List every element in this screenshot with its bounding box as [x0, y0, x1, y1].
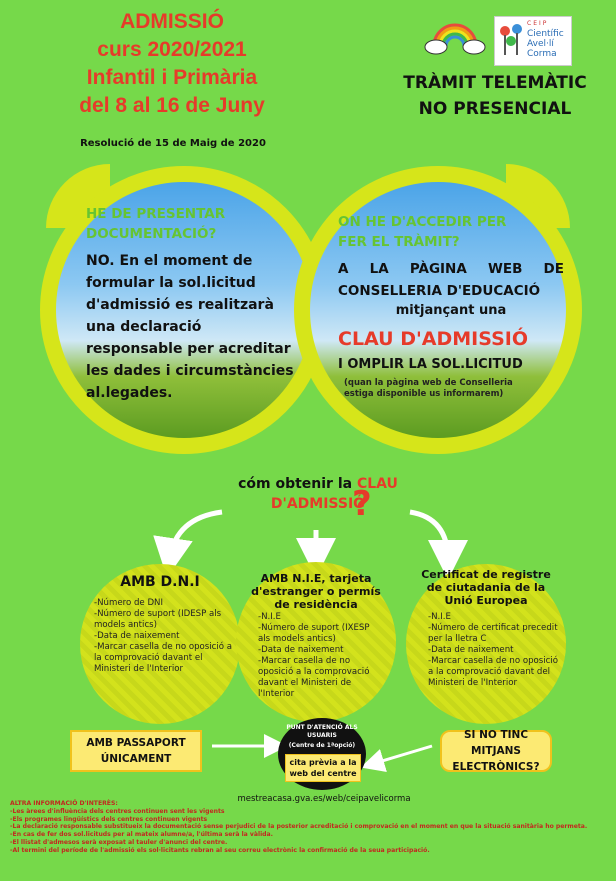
obtain-prefix: cóm obtenir la	[238, 476, 353, 492]
passport-box: AMB PASSAPORT ÚNICAMENT	[70, 730, 202, 772]
no-means-box: SI NO TINC MITJANS ELECTRÒNICS?	[440, 730, 552, 772]
tramit-line-1: TRÀMIT TELEMÀTIC	[403, 73, 587, 93]
attention-title: PUNT D'ATENCIÓ ALS USUARIS	[286, 724, 358, 739]
option-dni-title: AMB D.N.I	[120, 574, 200, 590]
obtain-highlight-2: D'ADMISSIÓ	[270, 496, 366, 512]
notes-section	[10, 800, 610, 855]
list-item: -En cas de fer dos sol.licituds per al mateix alumne/a, l'última serà la vàlida.	[10, 831, 273, 839]
school-logo-line-3: Avel·lí	[527, 39, 554, 49]
list-item: -Les àrees d'influència dels centres continuen sent les vigents	[10, 807, 225, 815]
option-eu-title: Certificat de registre de ciutadania de la Unió Europea	[421, 568, 551, 607]
list-item: -N.I.E	[428, 612, 451, 622]
title-line-2: curs 2020/2021	[97, 38, 247, 61]
list-item: -Número de suport (IDESP als models antics)	[94, 609, 222, 630]
website-url[interactable]: mestreacasa.gva.es/web/ceipavelicorma	[237, 794, 411, 804]
arrow-to-dni	[170, 512, 222, 558]
list-item: -Marcar casella de no oposició a la comprovació davant del Ministeri de l'Interior	[428, 656, 559, 688]
attention-subtitle: (Centre de 1ªopció)	[288, 742, 356, 749]
left-bubble-question: HE DE PRESENTAR DOCUMENTACIÓ?	[86, 206, 226, 242]
list-item: -Número de DNI	[94, 598, 164, 608]
option-nie-title: AMB N.I.E, tarjeta d'estranger o permís de residència	[251, 572, 381, 611]
option-eu-list	[428, 612, 560, 689]
right-bubble-line2: mitjançant una	[395, 303, 507, 318]
option-nie-list	[258, 612, 382, 700]
clau-admissio-text: CLAU D'ADMISSIÓ	[338, 328, 528, 350]
left-bubble-answer: NO. En el moment de formular la sol.licitud d'admissió es realitzarà una declaració responsable per acreditar les dades i circumstàncies al.legades.	[86, 253, 294, 401]
list-item: -Data de naixement	[94, 631, 180, 641]
school-logo-ceip: CEIP	[527, 20, 549, 27]
list-item: -N.I.E	[258, 612, 281, 622]
school-logo-line-2: Científic	[527, 29, 564, 39]
title-line-3: Infantil i Primària	[86, 66, 258, 89]
appointment-link[interactable]: cita prèvia a la web del centre	[285, 754, 361, 782]
list-item: -Data de naixement	[428, 645, 514, 655]
notes-heading: ALTRA INFORMACIÓ D'INTERÈS:	[10, 800, 118, 807]
title-line-1: ADMISSIÓ	[120, 10, 224, 33]
resolution-text: Resolució de 15 de Maig de 2020	[80, 138, 266, 149]
school-logo-line-4: Corma	[527, 49, 557, 59]
right-bubble-note: (quan la pàgina web de Conselleria estiga disponible us informarem)	[344, 378, 513, 399]
right-bubble-line3: I OMPLIR LA SOL.LICITUD	[338, 357, 523, 372]
arrow-to-eu	[410, 512, 448, 560]
obtain-highlight-1: CLAU	[356, 476, 398, 492]
list-item: -La declaració responsable substitueix la documentació sense perjudici de la posterior acreditació i comprovació en el moment en que la situació sanitària ho permeta.	[10, 823, 588, 831]
tramit-line-2: NO PRESENCIAL	[418, 99, 572, 119]
arrow-no-means	[372, 746, 432, 764]
option-dni-list	[94, 598, 234, 675]
question-mark-icon: ?	[352, 484, 372, 524]
right-bubble-line1: A LA PÀGINA WEB DE CONSELLERIA D'EDUCACIÓ	[338, 261, 564, 299]
list-item: -Número de certificat precedit per la lletra C	[428, 623, 558, 644]
list-item: -Al termini del període de l'admissió els sol·licitants rebran al seu correu electrònic la confirmació de la seua participació.	[10, 846, 430, 854]
title-line-4: del 8 al 16 de Juny	[79, 94, 265, 117]
list-item: -Número de suport (IXESP als models antics)	[258, 623, 370, 644]
list-item: -El llistat d'admesos serà exposat al tauler d'anunci del centre.	[10, 838, 228, 846]
list-item: -Data de naixement	[258, 645, 344, 655]
list-item: -Marcar casella de no oposició a la comprovació davant el Ministeri de l'Interior	[258, 656, 370, 699]
list-item: -Marcar casella de no oposició a la comprovació davant el Ministeri de l'Interior	[94, 642, 233, 674]
list-item: -Els programes lingüístics dels centres continuen vigents	[10, 815, 208, 823]
right-bubble-question: ON HE D'ACCEDIR PER FER EL TRÀMIT?	[338, 214, 507, 250]
